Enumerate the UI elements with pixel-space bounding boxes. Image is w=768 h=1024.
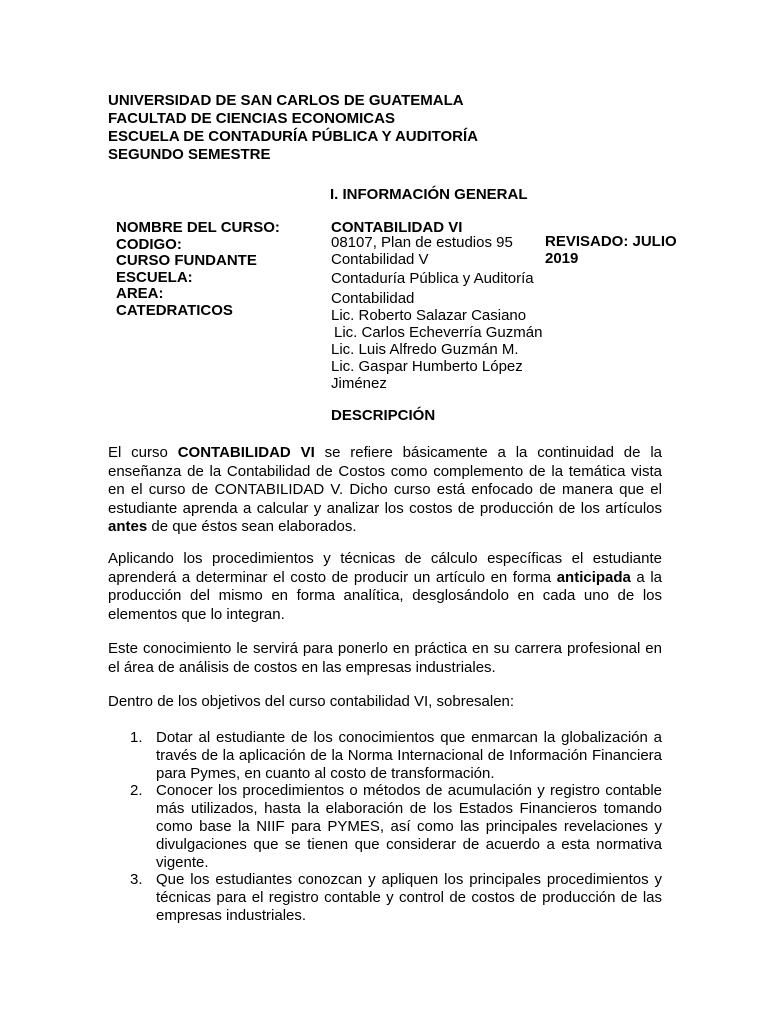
info-labels — [116, 219, 321, 319]
professor-3: Lic. Luis Alfredo Guzmán M. — [331, 341, 519, 358]
objective-item — [130, 729, 662, 782]
objective-text: Dotar al estudiante de los conocimientos que enmarcan la globalización a través de la aplicación de la Norma Internacional de Información Financiera para Pymes, en cuanto al costo de transformación. — [156, 729, 662, 782]
value-area: Contabilidad — [331, 290, 415, 307]
objective-number: 3. — [130, 871, 143, 889]
description-paragraph-1 — [108, 444, 662, 537]
p2-anticipada-bold: anticipada — [556, 568, 631, 586]
objective-text: Conocer los procedimientos o métodos de acumulación y registro contable más utilizados, hasta la elaboración de los Estados Financieros tomando como base la NIIF para PYMES, así como las principales revelaciones y divulgaciones que se tienen que considerar de acuerdo a esta normativa vigente. — [156, 782, 662, 871]
university-name: UNIVERSIDAD DE SAN CARLOS DE GUATEMALA — [108, 92, 464, 109]
p1-text-c: se refiere básicamente a la continuidad de la enseñanza de la Contabilidad de Costos como complemento de la temática vista en el curso de CONTABILIDAD V. Dicho curso está enfocado de manera que el estudiante aprenda a calcular y analizar los costos de producción de los artículos — [108, 444, 662, 517]
label-professors: CATEDRATICOS — [116, 301, 233, 319]
label-area: AREA: — [116, 285, 164, 303]
school-name: ESCUELA DE CONTADURÍA PÚBLICA Y AUDITORÍA — [108, 128, 479, 145]
label-founding-course: CURSO FUNDANTE — [116, 252, 257, 270]
label-code: CODIGO: — [116, 235, 182, 253]
professor-2: Lic. Carlos Echeverría Guzmán — [334, 324, 543, 341]
value-school: Contaduría Pública y Auditoría — [331, 270, 534, 287]
revision-date — [545, 233, 685, 267]
section-title-general-info: I. INFORMACIÓN GENERAL — [330, 186, 528, 203]
revision-year: 2019 — [545, 250, 579, 267]
objective-number: 1. — [130, 729, 143, 746]
professor-1: Lic. Roberto Salazar Casiano — [331, 307, 527, 324]
objective-text: Que los estudiantes conozcan y apliquen los principales procedimientos y técnicas para el registro contable y control de costos de producción de las empresas industriales. — [156, 871, 662, 924]
objectives-list — [130, 729, 662, 925]
value-course-name: CONTABILIDAD VI — [331, 219, 463, 236]
objectives-intro: Dentro de los objetivos del curso contabilidad VI, sobresalen: — [108, 693, 515, 710]
value-code: 08107, Plan de estudios 95 — [331, 234, 513, 251]
objective-item — [130, 871, 662, 924]
semester: SEGUNDO SEMESTRE — [108, 146, 271, 163]
objective-item — [130, 782, 662, 871]
info-values — [331, 219, 543, 392]
professor-4-continued: Jiménez — [331, 375, 387, 392]
revision-label: REVISADO: JULIO — [545, 233, 677, 250]
label-course-name: NOMBRE DEL CURSO: — [116, 219, 280, 236]
p1-text-a: El curso — [108, 444, 178, 461]
section-title-description: DESCRIPCIÓN — [331, 407, 436, 424]
institution-header — [108, 92, 668, 164]
value-founding-course: Contabilidad V — [331, 251, 429, 268]
p2-text-c: a la producción del mismo en forma analítica, desglosándolo en cada uno de los elementos que lo integran. — [108, 568, 662, 623]
p2-text-a: Aplicando los procedimientos y técnicas de cálculo específicas el estudiante aprenderá a determinar el costo de producir un artículo en forma — [108, 550, 662, 586]
p1-text-e: de que éstos sean elaborados. — [147, 518, 357, 535]
p1-antes-bold: antes — [108, 518, 148, 535]
description-paragraph-3: Este conocimiento le servirá para ponerlo en práctica en su carrera profesional en el área de análisis de costos en las empresas industriales. — [108, 640, 662, 676]
faculty-name: FACULTAD DE CIENCIAS ECONOMICAS — [108, 110, 395, 127]
objective-number: 2. — [130, 782, 143, 800]
description-paragraph-2 — [108, 550, 662, 624]
professor-4: Lic. Gaspar Humberto López — [331, 358, 523, 375]
p1-course-name-bold: CONTABILIDAD VI — [177, 444, 315, 461]
label-school: ESCUELA: — [116, 268, 193, 286]
